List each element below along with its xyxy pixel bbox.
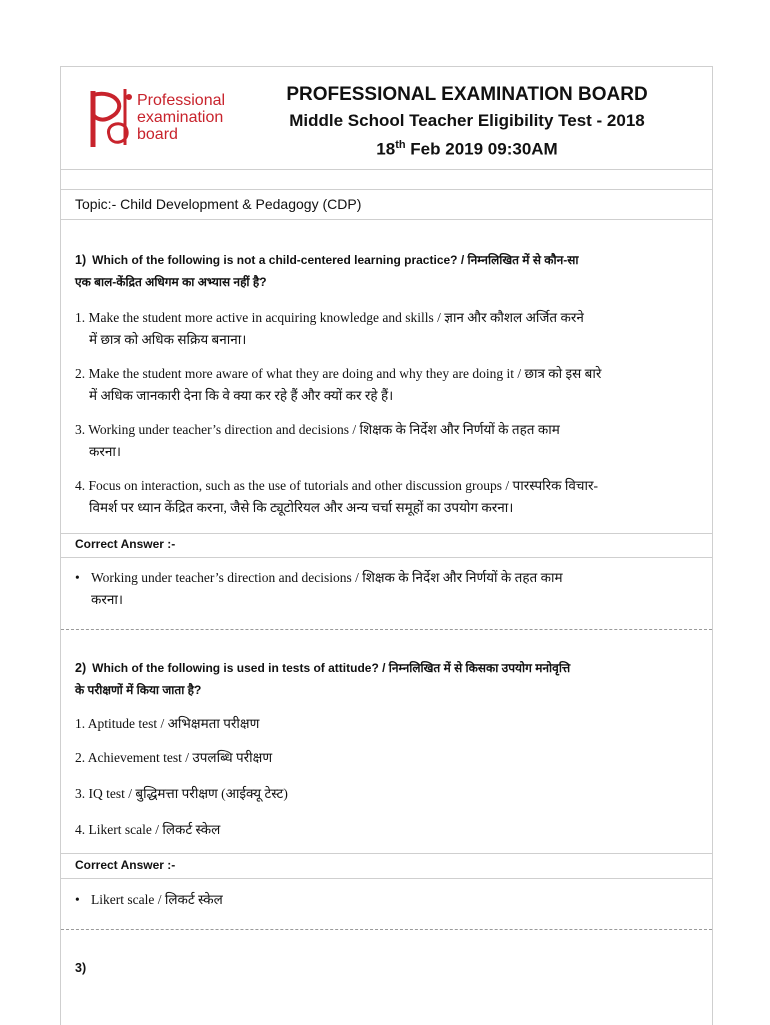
logo-wordmark: [137, 92, 225, 143]
exam-title: Middle School Teacher Eligibility Test - 2018: [289, 111, 645, 130]
topic-row: [61, 190, 712, 220]
logo-line-2: examination: [137, 109, 224, 126]
divider: [61, 533, 712, 534]
divider: [61, 557, 712, 558]
question-1-number: 1): [75, 253, 87, 267]
question-3: [75, 957, 699, 979]
question-separator: [61, 929, 712, 930]
q1-option-1-line-2: में छात्र को अधिक सक्रिय बनाना।: [89, 332, 247, 347]
question-2-line-2: के परीक्षणों में किया जाता है?: [75, 683, 202, 697]
q2-correct-text: • Likert scale / लिकर्ट स्केल: [75, 889, 699, 911]
q1-option-2: [75, 363, 699, 407]
q2-option-2: [75, 747, 699, 769]
correct-answer-label: Correct Answer :-: [75, 858, 176, 872]
date-day: 18: [376, 139, 396, 159]
spacer-row: [61, 169, 712, 190]
topic-label: Topic:- Child Development & Pedagogy (CDP): [75, 196, 362, 212]
q2-option-1-text: 1. Aptitude test / अभिक्षमता परीक्षण: [75, 716, 260, 731]
peb-logo-mark-icon: [85, 85, 141, 151]
peb-logo: [85, 85, 245, 151]
exam-header: [61, 67, 712, 170]
logo-line-1: Professional: [137, 92, 226, 109]
q2-option-3: [75, 783, 699, 805]
q1-option-3-line-1: 3. Working under teacher’s direction and decisions / शिक्षक के निर्देश और निर्णयों के तहत काम: [75, 422, 560, 437]
divider: [61, 853, 712, 854]
q1-option-4: [75, 475, 699, 519]
question-1: [75, 249, 699, 293]
q2-option-2-text: 2. Achievement test / उपलब्धि परीक्षण: [75, 750, 273, 765]
q2-correct-answer: [75, 889, 699, 911]
question-2-number: 2): [75, 661, 87, 675]
logo-line-3: board: [137, 126, 178, 143]
q1-option-4-line-1: 4. Focus on interaction, such as the use of tutorials and other discussion groups / पारस्परिक विचार-: [75, 478, 599, 493]
q1-option-2-line-2: में अधिक जानकारी देना कि वे क्या कर रहे हैं और क्यों कर रहे हैं।: [89, 388, 394, 403]
question-2: [75, 657, 699, 701]
q1-option-3-line-2: करना।: [89, 444, 121, 459]
correct-answer-label: Correct Answer :-: [75, 537, 176, 551]
q1-option-2-line-1: 2. Make the student more aware of what they are doing and why they are doing it / छात्र को इस बारे: [75, 366, 602, 381]
q1-correct-line-2: करना।: [91, 592, 123, 607]
q1-option-1-line-1: 1. Make the student more active in acquiring knowledge and skills / ज्ञान और कौशल अर्जित करने: [75, 310, 584, 325]
q1-option-3: [75, 419, 699, 463]
question-1-line-1: Which of the following is not a child-centered learning practice? / निम्नलिखित में से कौन-सा: [92, 253, 579, 267]
question-3-number: 3): [75, 961, 87, 975]
question-2-text: [75, 657, 699, 701]
document-page: [60, 66, 713, 1025]
q2-option-4: [75, 819, 699, 841]
date-rest: Feb 2019 09:30AM: [405, 139, 558, 159]
question-1-line-2: एक बाल-केंद्रित अधिगम का अभ्यास नहीं है?: [75, 275, 267, 289]
q2-option-1: [75, 713, 699, 735]
exam-datetime: [247, 135, 687, 160]
q2-correct-label: [75, 858, 699, 872]
q2-option-4-text: 4. Likert scale / लिकर्ट स्केल: [75, 822, 221, 837]
q2-option-3-text: 3. IQ test / बुद्धिमत्ता परीक्षण (आईक्यू टेस्ट): [75, 786, 288, 801]
question-1-text: [75, 249, 699, 293]
q1-option-1: [75, 307, 699, 351]
header-titles: [247, 83, 687, 160]
question-2-line-1: Which of the following is used in tests of attitude? / निम्नलिखित में से किसका उपयोग मनोवृत्ति: [92, 661, 571, 675]
q1-correct-line-1: • Working under teacher’s direction and decisions / शिक्षक के निर्देश और निर्णयों के तहत काम: [75, 567, 699, 589]
board-title: PROFESSIONAL EXAMINATION BOARD: [286, 84, 648, 105]
question-separator: [61, 629, 712, 630]
q1-correct-answer: [75, 567, 699, 611]
q1-option-4-line-2: विमर्श पर ध्यान केंद्रित करना, जैसे कि ट्यूटोरियल और अन्य चर्चा समूहों का उपयोग करना।: [89, 500, 514, 515]
divider: [61, 878, 712, 879]
q1-correct-label: [75, 537, 699, 551]
date-suffix: th: [395, 139, 406, 151]
